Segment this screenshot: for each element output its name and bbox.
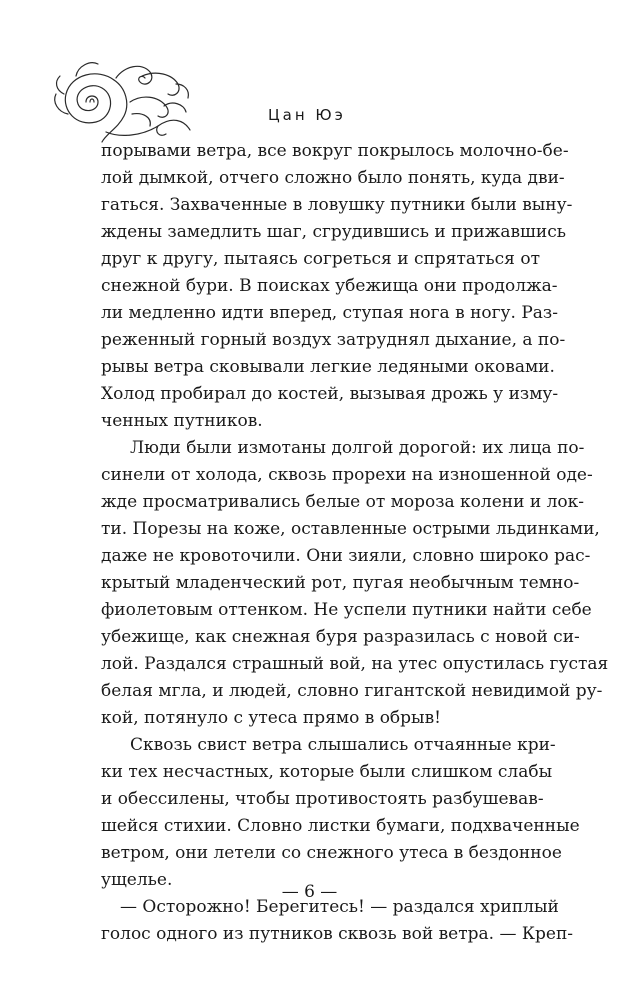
text-line: и обессилены, чтобы противостоять разбушевав- — [101, 789, 544, 809]
text-line: кой, потянуло с утеса прямо в обрыв! — [101, 708, 441, 728]
text-line: — Осторожно! Берегитесь! — раздался хриплый — [120, 897, 559, 917]
text-line: Люди были измотаны долгой дорогой: их лица по- — [130, 438, 585, 458]
text-line: Сквозь свист ветра слышались отчаянные кри- — [130, 735, 556, 755]
text-line: лой дымкой, отчего сложно было понять, куда дви- — [101, 168, 565, 188]
text-line: ли медленно идти вперед, ступая нога в ногу. Раз- — [101, 303, 558, 323]
text-line: жде просматривались белые от мороза колени и лок- — [101, 492, 584, 512]
text-line: гаться. Захваченные в ловушку путники были выну- — [101, 195, 573, 215]
body-text — [101, 138, 609, 948]
text-line: фиолетовым оттенком. Не успели путники найти себе — [101, 600, 592, 620]
text-line: Холод пробирал до костей, вызывая дрожь у изму- — [101, 384, 559, 404]
text-line: ждены замедлить шаг, сгрудившись и прижавшись — [101, 222, 566, 242]
text-line: крытый младенческий рот, пугая необычным темно- — [101, 573, 580, 593]
text-line: синели от холода, сквозь прорехи на изношенной оде- — [101, 465, 593, 485]
text-line: белая мгла, и людей, словно гигантской невидимой ру- — [101, 681, 603, 701]
text-line: ветром, они летели со снежного утеса в бездонное — [101, 843, 562, 863]
text-line: даже не кровоточили. Они зияли, словно широко рас- — [101, 546, 591, 566]
flourish-ornament-icon — [46, 54, 196, 146]
page-number: — 6 — — [281, 882, 338, 902]
text-line: убежище, как снежная буря разразилась с новой си- — [101, 627, 580, 647]
text-line: голос одного из путников сквозь вой ветра. — Креп- — [101, 924, 574, 944]
text-line: ти. Порезы на коже, оставленные острыми льдинками, — [101, 519, 600, 539]
text-line: ки тех несчастных, которые были слишком слабы — [101, 762, 553, 782]
text-line: рывы ветра сковывали легкие ледяными оковами. — [101, 357, 555, 377]
text-line: друг к другу, пытаясь согреться и спрятаться от — [101, 249, 540, 269]
text-line: порывами ветра, все вокруг покрылось молочно-бе- — [101, 141, 569, 161]
text-line: шейся стихии. Словно листки бумаги, подхваченные — [101, 816, 580, 836]
text-line: лой. Раздался страшный вой, на утес опустилась густая — [101, 654, 609, 674]
text-line: реженный горный воздух затруднял дыхание, а по- — [101, 330, 566, 350]
text-line: ущелье. — [101, 870, 173, 890]
text-line: снежной бури. В поисках убежища они продолжа- — [101, 276, 558, 296]
running-head-author: Цан Юэ — [268, 106, 346, 124]
text-line: ченных путников. — [101, 411, 263, 431]
